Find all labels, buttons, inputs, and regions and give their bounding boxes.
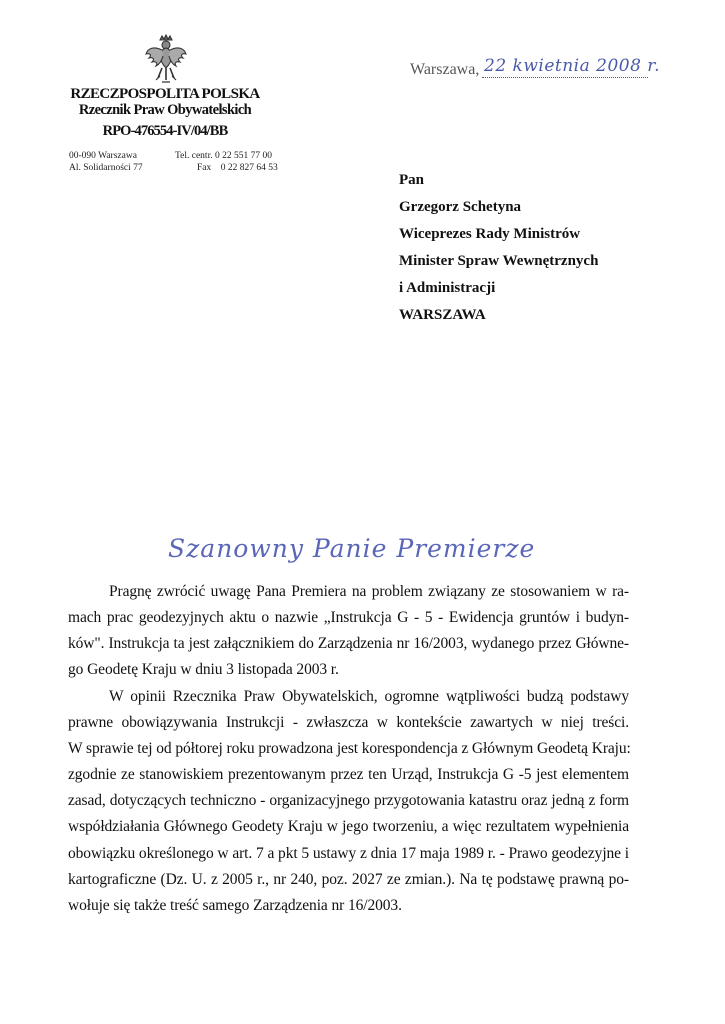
contact-tel: Tel. centr. 0 22 551 77 00 <box>175 151 272 161</box>
body-line: prawne obowiązywania Instrukcji - zwłaszcza w kontekście zawartych w niej treści. <box>68 714 629 731</box>
handwritten-date: 22 kwietnia 2008 r. <box>484 56 660 76</box>
body-line: W sprawie tej od półtorej roku prowadzona jest korespondencja z Głównym Geodetą Kraju: <box>68 740 631 757</box>
body-line: mach prac geodezyjnych aktu o nazwie „Instrukcja G - 5 - Ewidencja gruntów i budyn- <box>68 609 629 626</box>
body-line: obowiązku określonego w art. 7 a pkt 5 ustawy z dnia 17 maja 1989 r. - Prawo geodezyjne i <box>68 845 629 862</box>
date-dotted-line <box>482 77 648 78</box>
body-line: ków". Instrukcja ta jest załącznikiem do Zarządzenia nr 16/2003, wydanego przez Główne- <box>68 635 629 652</box>
address-street: Al. Solidarności 77 <box>69 163 143 173</box>
addressee-line: Pan <box>399 172 425 188</box>
office-name: Rzecznik Praw Obywatelskich <box>78 102 252 118</box>
contact-fax: Fax 0 22 827 64 53 <box>197 163 278 173</box>
addressee-line: Minister Spraw Wewnętrznych <box>399 253 599 269</box>
body-line: kartograficzne (Dz. U. z 2005 r., nr 240, poz. 2027 ze zmian.). Na tę podstawę prawną po- <box>68 871 629 888</box>
body-line: zasad, dotyczących techniczno - organizacyjnego przygotowania katastru oraz jedną z form <box>68 792 629 809</box>
body-line: go Geodetę Kraju w dniu 3 listopada 2003 r. <box>68 661 339 678</box>
address-postal: 00-090 Warszawa <box>69 151 137 161</box>
handwritten-salutation: Szanowny Panie Premierze <box>168 534 536 563</box>
body-line: zgodnie ze stanowiskiem prezentowanym przez ten Urząd, Instrukcja G -5 jest elementem <box>68 766 629 783</box>
body-line: współdziałania Głównego Geodety Kraju w jego tworzeniu, a więc rezultatem wypełnienia <box>68 818 629 835</box>
addressee-line: WARSZAWA <box>399 307 486 323</box>
body-line: Pragnę zwrócić uwagę Pana Premiera na problem związany ze stosowaniem w ra- <box>109 583 629 600</box>
body-line: wołuje się także treść samego Zarządzenia nr 16/2003. <box>68 897 402 914</box>
org-name: RZECZPOSPOLITA POLSKA <box>70 86 260 102</box>
date-city: Warszawa, <box>410 61 480 78</box>
polish-eagle-emblem-icon <box>144 34 188 86</box>
body-line: W opinii Rzecznika Praw Obywatelskich, ogromne wątpliwości budzą podstawy <box>109 688 629 705</box>
addressee-line: i Administracji <box>399 280 496 296</box>
reference-number: RPO-476554-IV/04/BB <box>102 123 228 139</box>
addressee-line: Grzegorz Schetyna <box>399 199 522 215</box>
addressee-line: Wiceprezes Rady Ministrów <box>399 226 581 242</box>
